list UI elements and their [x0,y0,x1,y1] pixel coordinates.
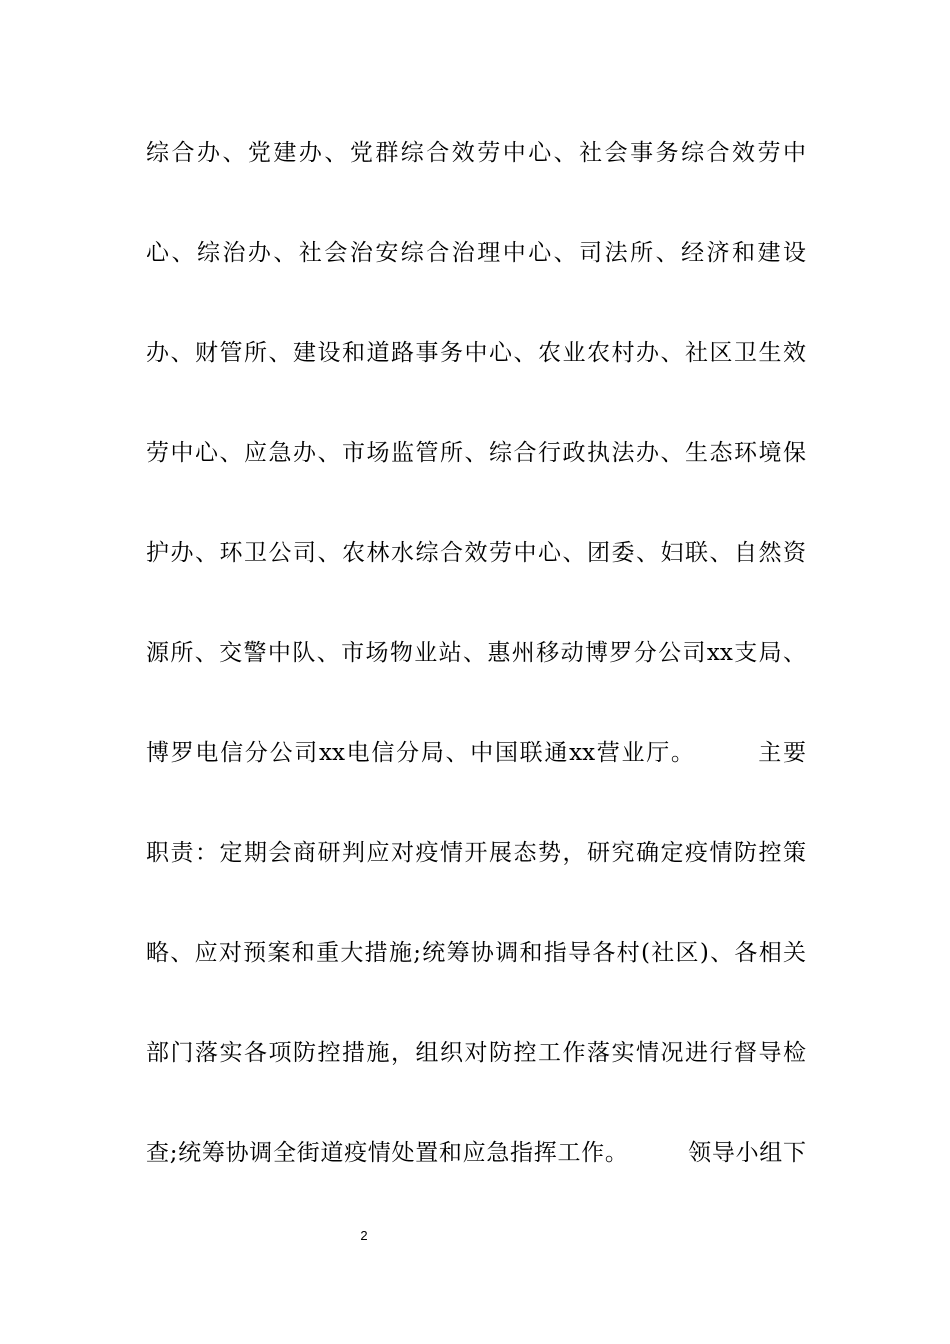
body-text-line-6: 源所、交警中队、市场物业站、惠州移动博罗分公司xx支局、 [146,640,806,666]
page-number: 2 [360,1228,368,1243]
body-text-line-1: 综合办、党建办、党群综合效劳中心、社会事务综合效劳中 [146,140,806,166]
body-text-line-10: 部门落实各项防控措施，组织对防控工作落实情况进行督导检 [146,1040,806,1066]
body-text-line-2: 心、综治办、社会治安综合治理中心、司法所、经济和建设 [146,240,806,266]
body-text-line-3: 办、财管所、建设和道路事务中心、农业农村办、社区卫生效 [146,340,806,366]
body-text-line-11: 查;统筹协调全街道疫情处置和应急指挥工作。 领导小组下 [146,1140,806,1166]
body-text-line-7: 博罗电信分公司xx电信分局、中国联通xx营业厅。 主要 [146,740,806,766]
body-text-line-8: 职责：定期会商研判应对疫情开展态势，研究确定疫情防控策 [146,840,806,866]
body-text-line-9: 略、应对预案和重大措施;统筹协调和指导各村(社区)、各相关 [146,940,806,966]
body-text-line-5: 护办、环卫公司、农林水综合效劳中心、团委、妇联、自然资 [146,540,806,566]
body-text-line-4: 劳中心、应急办、市场监管所、综合行政执法办、生态环境保 [146,440,806,466]
